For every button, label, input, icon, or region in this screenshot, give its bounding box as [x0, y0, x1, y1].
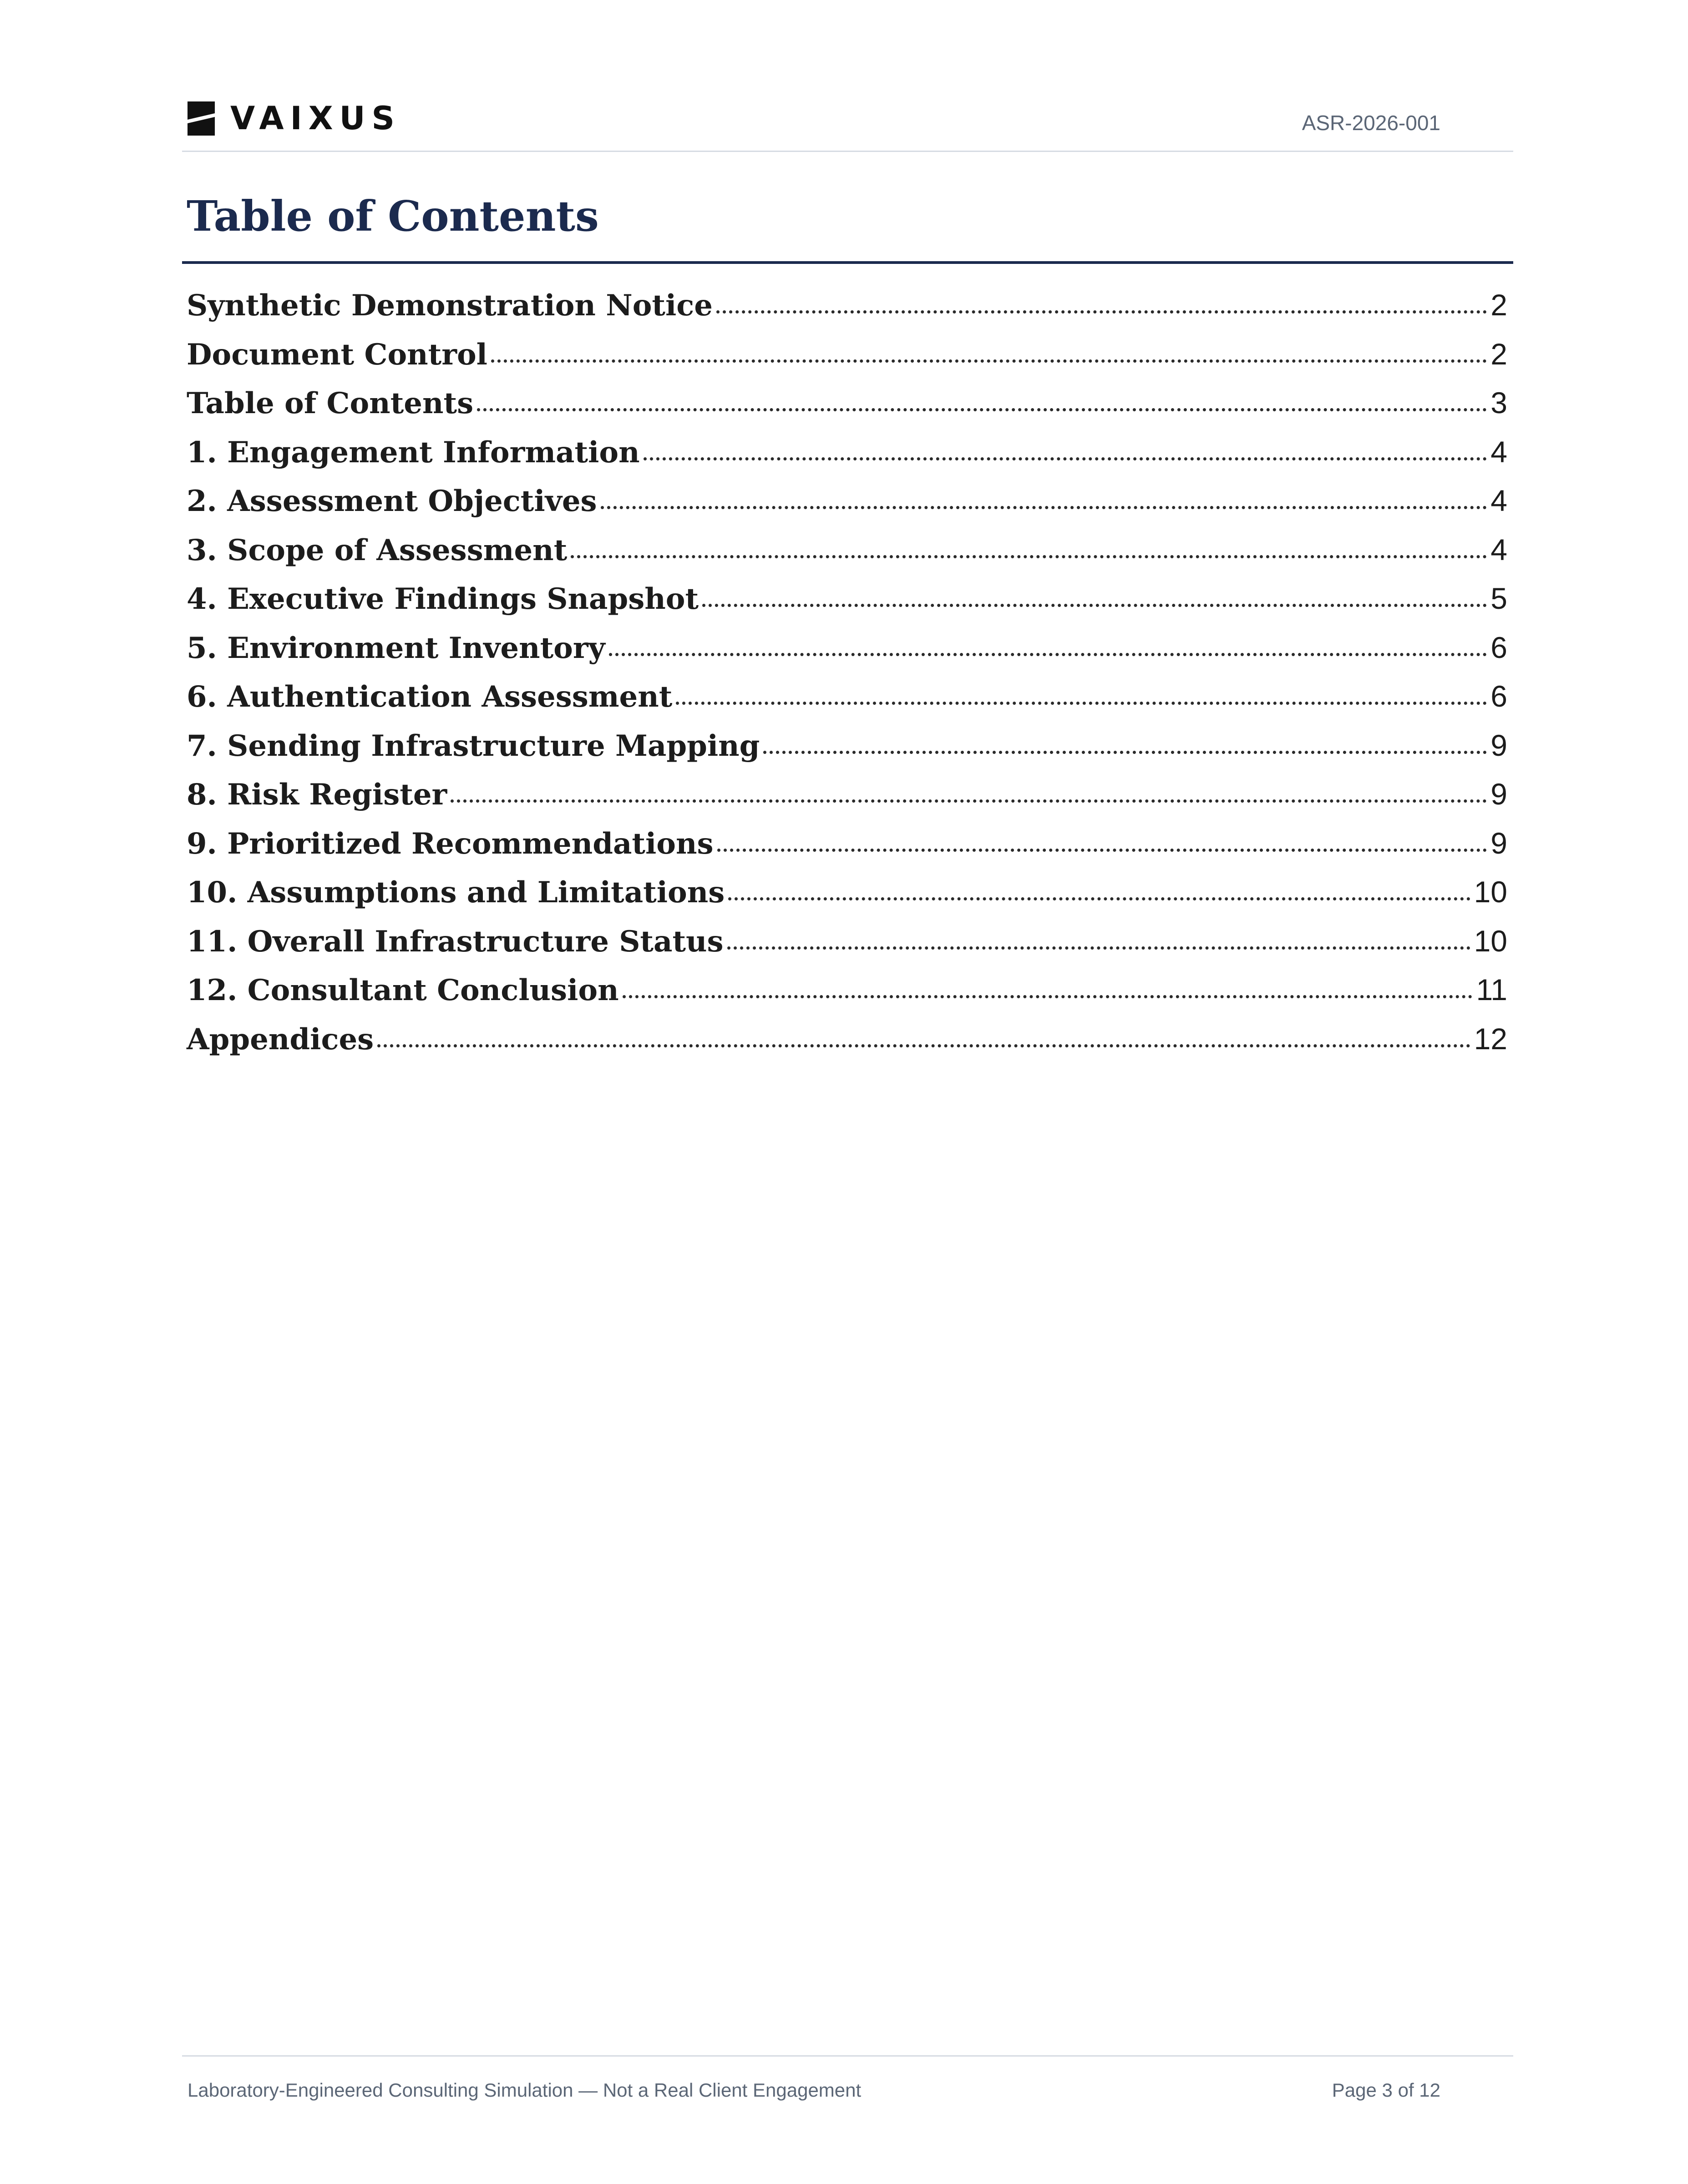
toc-dot-leader [609, 653, 1487, 656]
vaixus-logo-icon [188, 101, 215, 136]
toc-entry-consultant-conclusion[interactable] [187, 972, 1507, 1021]
toc-entry-overall-infrastructure-status[interactable] [187, 924, 1507, 973]
toc-entry-label: 2. Assessment Objectives [187, 484, 597, 518]
toc-entry-label: 11. Overall Infrastructure Status [187, 924, 724, 959]
toc-dot-leader [644, 457, 1487, 460]
toc-entry-page: 4 [1490, 532, 1507, 566]
toc-entry-table-of-contents[interactable] [187, 385, 1507, 435]
toc-entry-scope-of-assessment[interactable] [187, 532, 1507, 581]
toc-dot-leader [451, 799, 1487, 803]
toc-dot-leader [477, 408, 1487, 411]
toc-entry-page: 9 [1490, 728, 1507, 762]
title-divider [182, 261, 1513, 264]
toc-entry-label: 7. Sending Infrastructure Mapping [187, 728, 760, 763]
toc-entry-label: 4. Executive Findings Snapshot [187, 582, 699, 616]
toc-entry-engagement-information[interactable] [187, 435, 1507, 484]
footer-disclaimer: Laboratory-Engineered Consulting Simulation — Not a Real Client Engagement [188, 2079, 862, 2101]
toc-entry-label: 1. Engagement Information [187, 435, 640, 470]
toc-dot-leader [717, 849, 1487, 852]
page-title: Table of Contents [187, 192, 599, 241]
toc-entry-executive-findings-snapshot[interactable] [187, 581, 1507, 630]
toc-entry-page: 9 [1490, 777, 1507, 811]
company-logo [188, 98, 401, 139]
toc-entry-label: Synthetic Demonstration Notice [187, 288, 713, 323]
toc-entry-label: Appendices [187, 1022, 374, 1057]
toc-entry-appendices[interactable] [187, 1021, 1507, 1071]
page-header [182, 89, 1513, 152]
toc-dot-leader [571, 555, 1487, 558]
toc-entry-assessment-objectives[interactable] [187, 483, 1507, 532]
toc-entry-page: 2 [1490, 337, 1507, 371]
toc-entry-page: 6 [1490, 679, 1507, 713]
toc-entry-page: 4 [1490, 484, 1507, 517]
toc-entry-assumptions-and-limitations[interactable] [187, 875, 1507, 924]
toc-dot-leader [676, 702, 1487, 705]
toc-entry-environment-inventory[interactable] [187, 630, 1507, 679]
toc-entry-page: 10 [1474, 875, 1507, 909]
toc-entry-authentication-assessment[interactable] [187, 679, 1507, 728]
toc-dot-leader [601, 506, 1487, 509]
toc-entry-label: Document Control [187, 337, 487, 372]
page-footer [182, 2055, 1513, 2111]
toc-entry-page: 5 [1490, 581, 1507, 615]
toc-entry-label: 3. Scope of Assessment [187, 533, 568, 567]
toc-entry-label: 6. Authentication Assessment [187, 680, 673, 714]
toc-entry-page: 6 [1490, 630, 1507, 664]
toc-entry-label: 9. Prioritized Recommendations [187, 826, 714, 861]
toc-list [187, 288, 1507, 1070]
toc-dot-leader [728, 897, 1470, 900]
toc-entry-risk-register[interactable] [187, 777, 1507, 826]
document-id: ASR-2026-001 [1302, 111, 1440, 135]
toc-entry-label: Table of Contents [187, 386, 474, 420]
toc-entry-prioritized-recommendations[interactable] [187, 826, 1507, 875]
toc-entry-page: 9 [1490, 826, 1507, 860]
toc-entry-page: 2 [1490, 288, 1507, 322]
toc-dot-leader [623, 995, 1473, 998]
page-number: Page 3 of 12 [1332, 2079, 1440, 2101]
toc-entry-label: 5. Environment Inventory [187, 631, 605, 665]
toc-dot-leader [763, 751, 1487, 754]
toc-dot-leader [491, 359, 1487, 363]
toc-entry-page: 4 [1490, 435, 1507, 469]
toc-entry-sending-infrastructure-mapping[interactable] [187, 728, 1507, 777]
toc-entry-label: 10. Assumptions and Limitations [187, 875, 725, 910]
toc-dot-leader [377, 1044, 1470, 1047]
toc-entry-label: 12. Consultant Conclusion [187, 973, 619, 1007]
toc-dot-leader [702, 604, 1487, 607]
logo-wordmark: VAIXUS [230, 100, 401, 137]
toc-entry-synthetic-demonstration-notice[interactable] [187, 288, 1507, 337]
toc-entry-page: 12 [1474, 1021, 1507, 1056]
toc-entry-page: 10 [1474, 924, 1507, 958]
toc-dot-leader [716, 310, 1487, 313]
toc-entry-page: 11 [1476, 973, 1507, 1006]
toc-entry-label: 8. Risk Register [187, 778, 447, 812]
toc-entry-page: 3 [1490, 386, 1507, 420]
toc-entry-document-control[interactable] [187, 337, 1507, 386]
toc-dot-leader [727, 946, 1470, 950]
